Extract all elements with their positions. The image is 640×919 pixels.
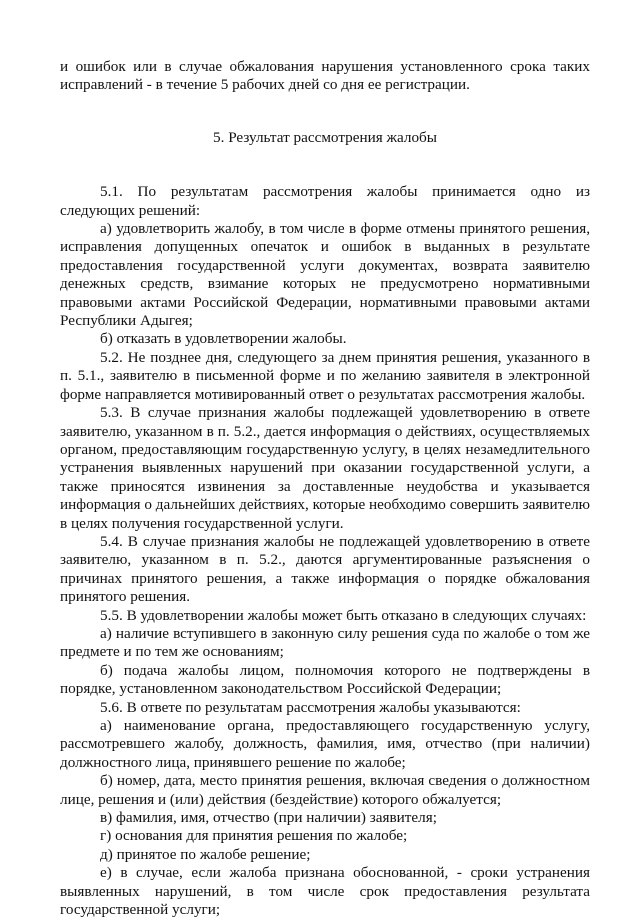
- paragraph-5-6-e: е) в случае, если жалоба признана обоснованной, - сроки устранения выявленных нарушений, в том числе срок предоставления результата государственной услуги;: [60, 864, 590, 919]
- paragraph-5-6-b: б) номер, дата, место принятия решения, включая сведения о должностном лице, решения и (или) действия (бездействие) которого обжалуется;: [60, 772, 590, 808]
- paragraph-5-1: 5.1. По результатам рассмотрения жалобы принимается одно из следующих решений:: [60, 183, 590, 219]
- paragraph-5-1-a: а) удовлетворить жалобу, в том числе в форме отмены принятого решения, исправления допущенных опечаток и ошибок в выданных в результате предоставления государственной услуги документах, возврата заявителю денежных средств, взимание которых не предусмотрено нормативными правовыми актами Российской Федерации, нормативными правовыми актами Республики Адыгея;: [60, 220, 590, 330]
- paragraph-5-6-d: д) принятое по жалобе решение;: [100, 845, 311, 863]
- paragraph-5-1-b: б) отказать в удовлетворении жалобы.: [100, 330, 347, 348]
- paragraph-5-6-g: г) основания для принятия решения по жалобе;: [100, 827, 408, 845]
- paragraph-5-5-b: б) подача жалобы лицом, полномочия которого не подтверждены в порядке, установленном законодательством Российской Федерации;: [60, 661, 590, 698]
- paragraph-5-6-v: в) фамилия, имя, отчество (при наличии) заявителя;: [100, 809, 437, 827]
- section-title: 5. Результат рассмотрения жалобы: [213, 128, 437, 146]
- paragraph-5-2: 5.2. Не позднее дня, следующего за днем принятия решения, указанного в п. 5.1., заявителю в письменной форме и по желанию заявителя в электронной форме направляется мотивированный ответ о результатах рассмотрения жалобы.: [60, 348, 590, 403]
- paragraph-5-3: 5.3. В случае признания жалобы подлежащей удовлетворению в ответе заявителю, указанном в п. 5.2., дается информация о действиях, осуществляемых органом, предоставляющим государственную услугу, в целях незамедлительного устранения выявленных нарушений при оказании государственной услуги, а также приносятся извинения за доставленные неудобства и указывается информация о дальнейших действиях, которые необходимо совершить заявителю в целях получения государственной услуги.: [60, 404, 590, 532]
- paragraph-5-5-a: а) наличие вступившего в законную силу решения суда по жалобе о том же предмете и по тем же основаниям;: [60, 624, 590, 661]
- paragraph-5-6-a: а) наименование органа, предоставляющего государственную услугу, рассмотревшего жалобу, должность, фамилия, имя, отчество (при наличии) должностного лица, принявшего решение по жалобе;: [60, 717, 590, 771]
- paragraph-5-6: 5.6. В ответе по результатам рассмотрения жалобы указываются:: [100, 698, 521, 716]
- intro-paragraph: и ошибок или в случае обжалования нарушения установленного срока таких исправлений - в течение 5 рабочих дней со дня ее регистрации.: [60, 58, 590, 94]
- paragraph-5-4: 5.4. В случае признания жалобы не подлежащей удовлетворению в ответе заявителю, указанном в п. 5.2., даются аргументированные разъяснения о причинах принятого решения, а также информация о порядке обжалования принятого решения.: [60, 532, 590, 606]
- paragraph-5-5: 5.5. В удовлетворении жалобы может быть отказано в следующих случаях:: [100, 606, 587, 624]
